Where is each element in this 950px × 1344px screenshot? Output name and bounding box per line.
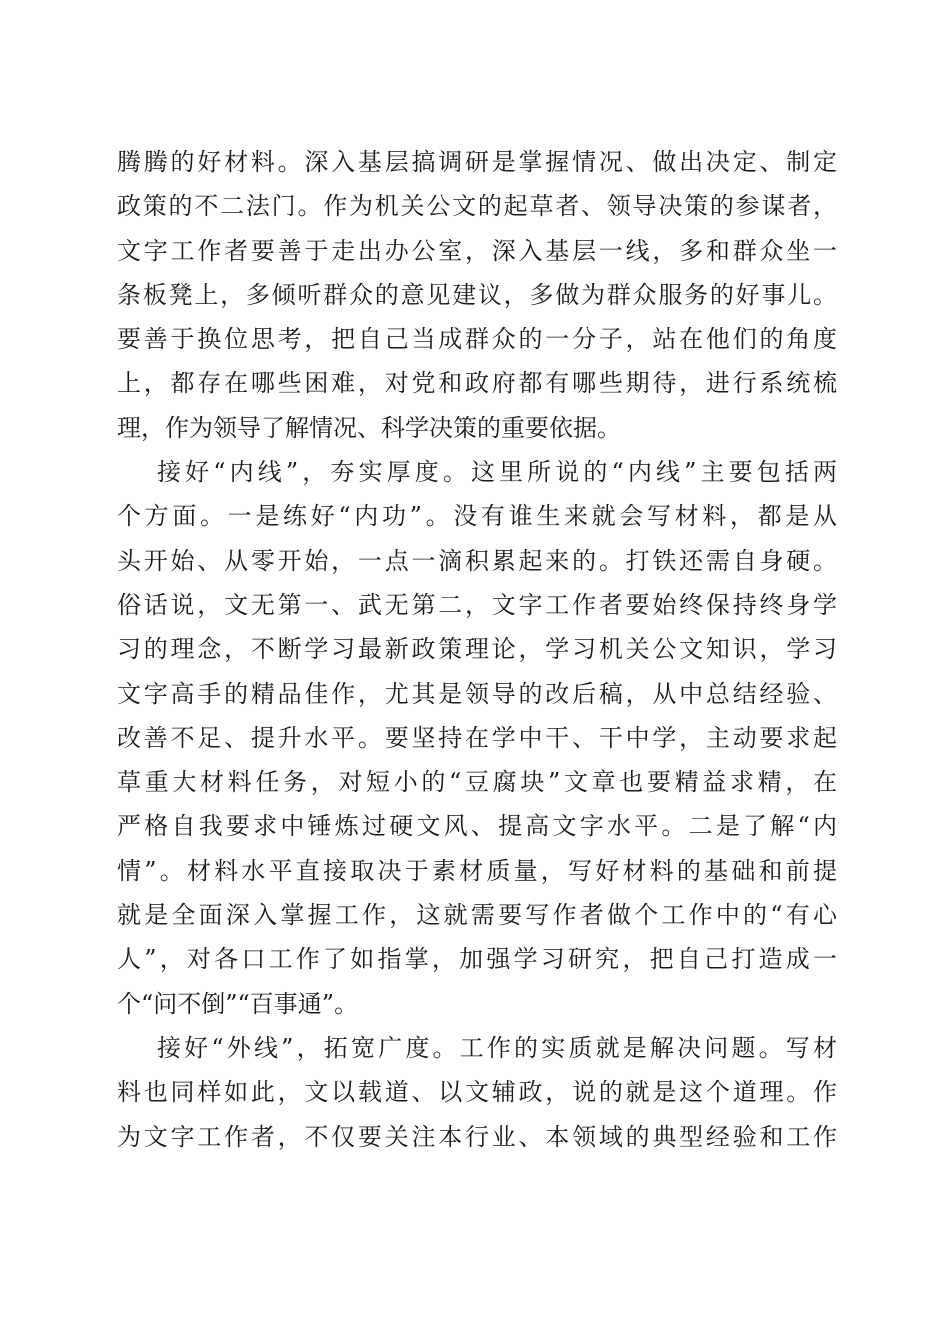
paragraph-start-line: 接好“内线”，夯实厚度。这里所说的“内线”主要包括两 (157, 458, 837, 487)
text-line: 腾腾的好材料。深入基层搞调研是掌握情况、做出决定、制定 (117, 148, 837, 176)
text-line: 习的理念，不断学习最新政策理论，学习机关公文知识，学习 (117, 635, 837, 664)
paragraph-start-line: 接好“外线”，拓宽广度。工作的实质就是解决问题。写材 (157, 1033, 837, 1062)
text-line: 要善于换位思考，把自己当成群众的一分子，站在他们的角度 (117, 325, 837, 354)
text-line: 人”，对各口工作了如指掌，加强学习研究，把自己打造成一 (117, 945, 837, 974)
text-line: 料也同样如此，文以载道、以文辅政，说的就是这个道理。作 (117, 1078, 837, 1107)
text-line: 理，作为领导了解情况、科学决策的重要依据。 (117, 413, 621, 442)
text-line: 俗话说，文无第一、武无第二，文字工作者要始终保持终身学 (117, 590, 837, 619)
text-line: 草重大材料任务，对短小的“豆腐块”文章也要精益求精，在 (117, 768, 837, 797)
text-line: 政策的不二法门。作为机关公文的起草者、领导决策的参谋者， (117, 192, 837, 221)
body-text (117, 140, 837, 1159)
text-line: 个“问不倒”“百事通”。 (117, 989, 359, 1018)
text-line: 条板凳上，多倾听群众的意见建议，多做为群众服务的好事儿。 (117, 280, 837, 309)
text-line: 文字工作者要善于走出办公室，深入基层一线，多和群众坐一 (117, 236, 837, 265)
text-line: 为文字工作者，不仅要关注本行业、本领域的典型经验和工作 (117, 1122, 837, 1151)
text-line: 就是全面深入掌握工作，这就需要写作者做个工作中的“有心 (117, 901, 837, 930)
text-line: 文字高手的精品佳作，尤其是领导的改后稿，从中总结经验、 (117, 679, 837, 708)
text-line: 情”。材料水平直接取决于素材质量，写好材料的基础和前提 (117, 856, 837, 885)
text-line: 个方面。一是练好“内功”。没有谁生来就会写材料，都是从 (117, 502, 837, 531)
text-line: 头开始、从零开始，一点一滴积累起来的。打铁还需自身硬。 (117, 546, 837, 575)
text-line: 严格自我要求中锤炼过硬文风、提高文字水平。二是了解“内 (117, 812, 837, 841)
text-line: 上，都存在哪些困难，对党和政府都有哪些期待，进行系统梳 (117, 369, 837, 398)
text-line: 改善不足、提升水平。要坚持在学中干、干中学，主动要求起 (117, 723, 837, 752)
